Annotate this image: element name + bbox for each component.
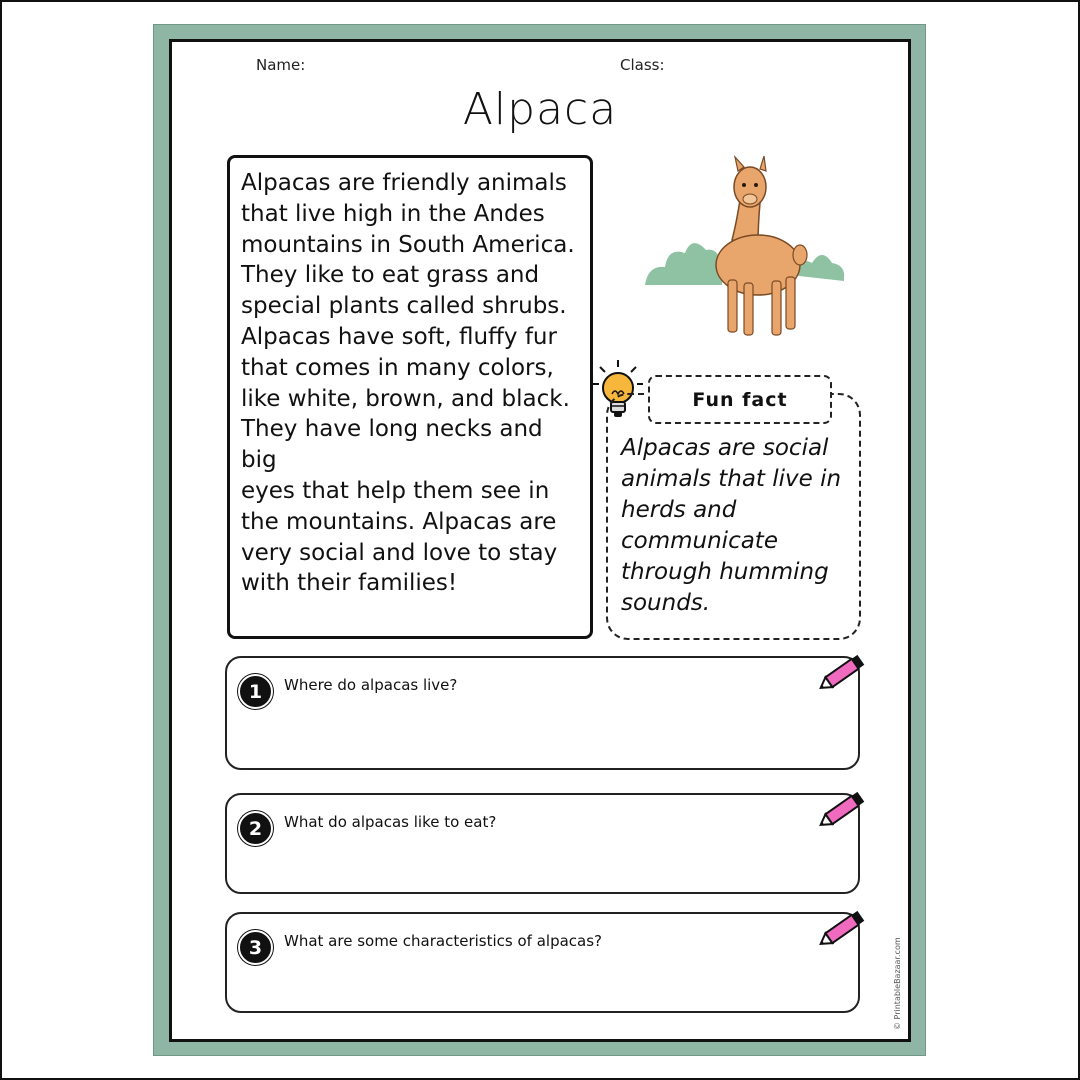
passage-line: the mountains. Alpacas are [241,508,557,535]
alpaca-leg [772,281,781,335]
fact-line: through humming [621,559,829,585]
question-box-2[interactable] [225,793,860,894]
question-number-badge: 2 [238,811,273,846]
site-credit: © PrintableBazaar.com [893,937,902,1030]
passage-line: mountains in South America. [241,231,575,258]
alpaca-eye [754,183,758,187]
question-box-3[interactable] [225,912,860,1013]
alpaca-illustration [640,155,845,350]
passage-line: Alpacas have soft, fluffy fur [241,323,557,350]
passage-line: They have long necks and big [241,416,543,474]
passage-line: with their families! [241,570,458,597]
passage-line: They like to eat grass and [241,262,540,289]
class-label: Class: [620,56,665,74]
fact-line: animals that live in [621,466,842,492]
question-text: Where do alpacas live? [284,676,458,694]
page-title: Alpaca [462,84,618,135]
question-number-badge: 3 [238,930,273,965]
question-text: What do alpacas like to eat? [284,813,497,831]
passage-line: eyes that help them see in [241,477,550,504]
fact-line: herds and [621,497,737,523]
alpaca-leg [786,277,795,329]
question-box-1[interactable] [225,656,860,770]
passage-line: that comes in many colors, [241,354,554,381]
fun-fact-text [621,433,856,619]
alpaca-leg [744,283,753,335]
question-number-badge: 1 [238,674,273,709]
alpaca-ear [760,156,766,171]
fact-line: communicate [621,528,778,554]
pencil-icon [816,906,868,952]
passage-line: like white, brown, and black. [241,385,570,412]
passage-line: that live high in the Andes [241,200,545,227]
fact-line: sounds. [621,590,711,616]
bush-left [645,243,722,285]
passage-line: very social and love to stay [241,539,558,566]
alpaca-tail [793,245,807,265]
question-text: What are some characteristics of alpacas? [284,932,603,950]
reading-passage [227,155,593,639]
alpaca-eye [742,183,746,187]
pencil-icon [816,787,868,833]
alpaca-leg [728,280,737,332]
alpaca-muzzle [743,194,757,204]
pencil-icon [816,650,868,696]
name-label: Name: [256,56,306,74]
fact-line: Alpacas are social [621,435,829,461]
passage-line: Alpacas are friendly animals [241,170,567,196]
fun-fact-heading: Fun fact [648,375,832,424]
passage-line: special plants called shrubs. [241,293,567,320]
